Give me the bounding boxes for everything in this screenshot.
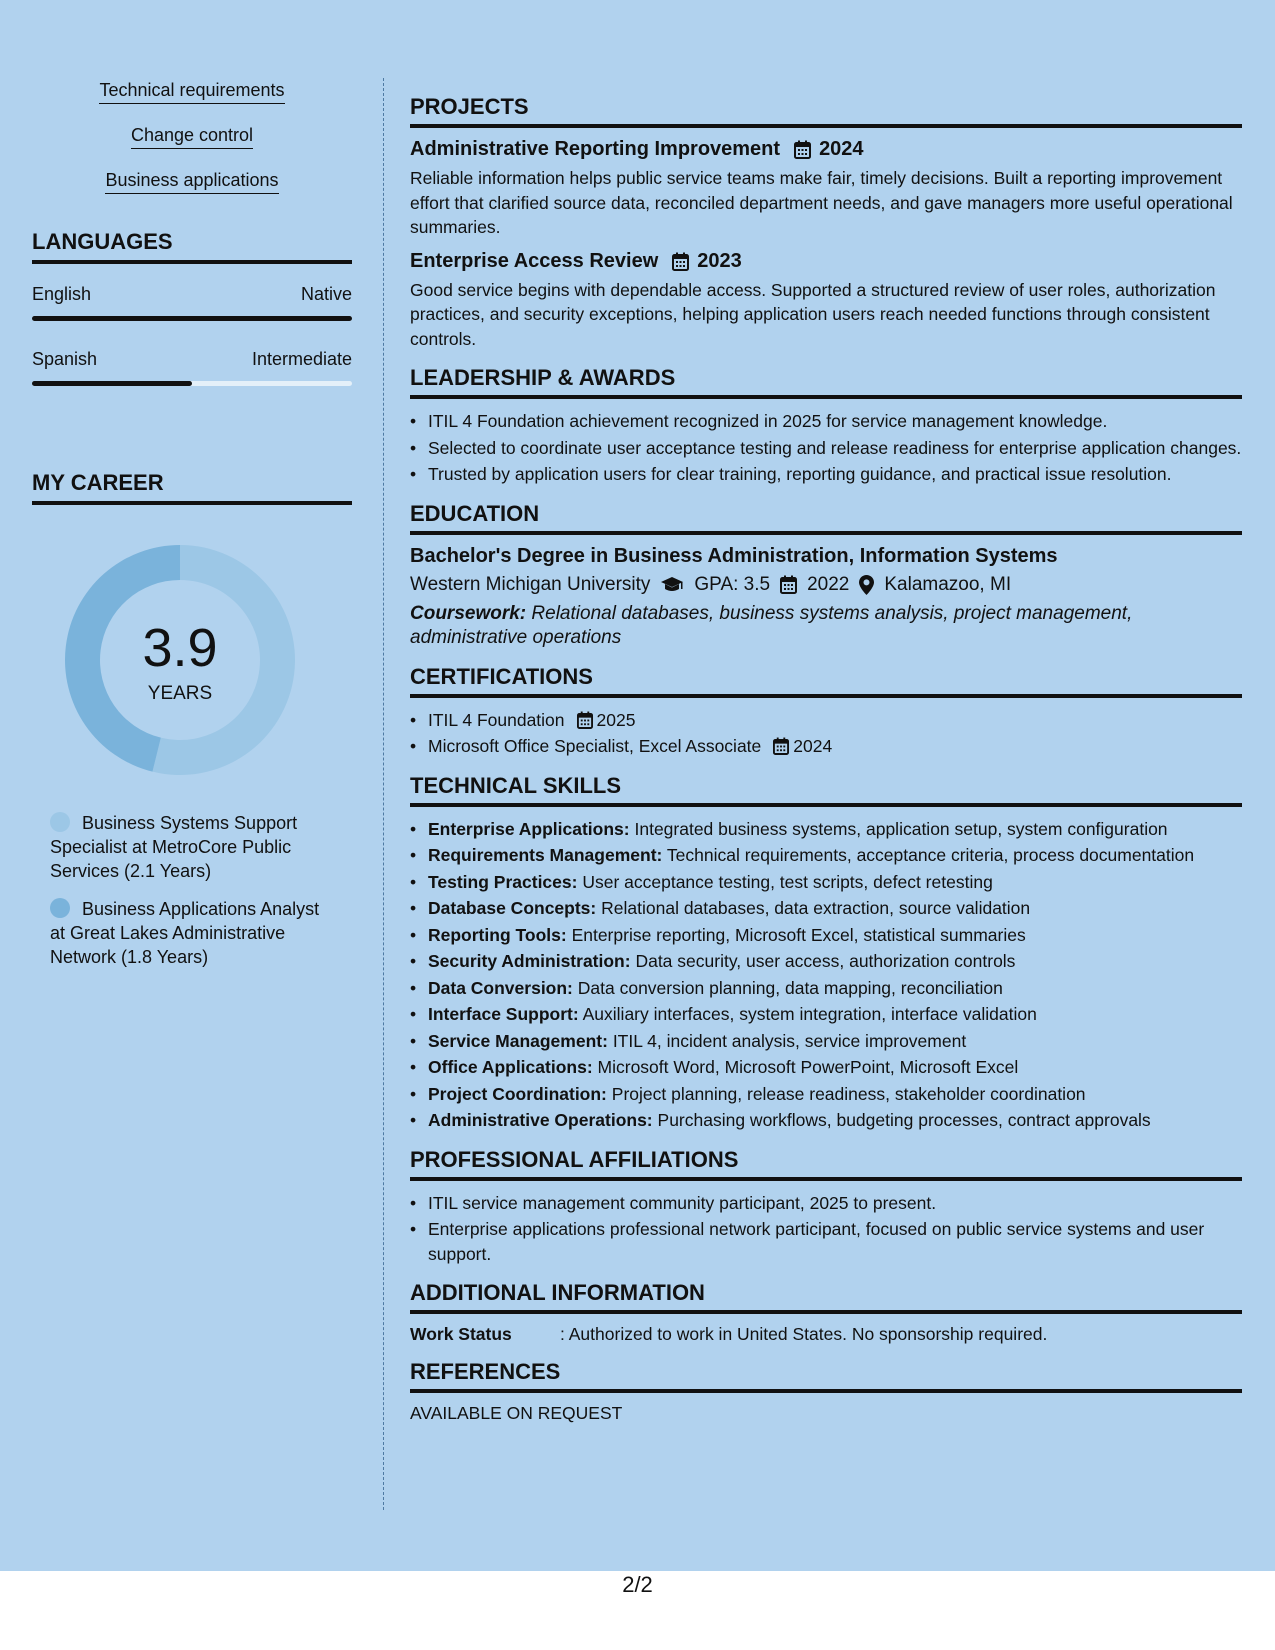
coursework: Coursework: Relational databases, business systems analysis, project management, administrative operations bbox=[410, 602, 1133, 648]
section-heading: PROJECTS bbox=[410, 94, 1242, 128]
calendar-icon bbox=[794, 140, 811, 159]
list-item: • Selected to coordinate user acceptance testing and release readiness for enterprise application changes. bbox=[410, 436, 1242, 461]
list-item: • Administrative Operations: Purchasing workflows, budgeting processes, contract approvals bbox=[410, 1108, 1242, 1133]
section-heading: LEADERSHIP & AWARDS bbox=[410, 365, 1242, 399]
certification-name: • Microsoft Office Specialist, Excel Associate bbox=[428, 736, 762, 756]
language-level: Intermediate bbox=[251, 349, 352, 369]
project-year: 2024 bbox=[819, 138, 864, 160]
page-number: 2/2 bbox=[622, 1572, 653, 1597]
list-item: • ITIL 4 Foundation achievement recognized in 2025 for service management knowledge. bbox=[410, 409, 1242, 434]
additional-info-section bbox=[410, 1280, 1242, 1345]
list-item: • Service Management: ITIL 4, incident analysis, service improvement bbox=[410, 1029, 1242, 1054]
list-item: • Requirements Management: Technical requirements, acceptance criteria, process documentation bbox=[410, 843, 1242, 868]
list-item: • ITIL service management community participant, 2025 to present. bbox=[410, 1191, 1242, 1216]
list-item: • Project Coordination: Project planning, release readiness, stakeholder coordination bbox=[410, 1082, 1242, 1107]
left-column bbox=[32, 80, 352, 983]
legend-dot bbox=[50, 898, 70, 918]
section-heading: ADDITIONAL INFORMATION bbox=[410, 1280, 1242, 1314]
leadership-section bbox=[410, 365, 1242, 487]
language-item bbox=[32, 284, 352, 321]
legend-dot bbox=[50, 812, 70, 832]
work-status-value: : Authorized to work in United States. No sponsorship required. bbox=[560, 1324, 1048, 1344]
references-section bbox=[410, 1359, 1242, 1424]
project-item bbox=[410, 250, 1242, 352]
list-item: • Database Concepts: Relational databases, data extraction, source validation bbox=[410, 896, 1242, 921]
career-role: Business Applications Analyst at Great Lakes Administrative Network (1.8 Years) bbox=[50, 899, 320, 967]
list-item: • Office Applications: Microsoft Word, Microsoft PowerPoint, Microsoft Excel bbox=[410, 1055, 1242, 1080]
list-item: • Reporting Tools: Enterprise reporting, Microsoft Excel, statistical summaries bbox=[410, 923, 1242, 948]
list-item bbox=[410, 708, 1242, 733]
certifications-section bbox=[410, 664, 1242, 759]
list-item bbox=[410, 734, 1242, 759]
project-title: Enterprise Access Review bbox=[410, 249, 659, 272]
language-name: English bbox=[32, 284, 92, 304]
list-item: • Enterprise Applications: Integrated business systems, application setup, system configuration bbox=[410, 817, 1242, 842]
skill-link[interactable]: Business applications bbox=[32, 170, 352, 195]
calendar-icon bbox=[672, 252, 689, 271]
project-item bbox=[410, 138, 1242, 240]
career-donut bbox=[65, 545, 295, 775]
list-item: • Enterprise applications professional network participant, focused on public service systems and user support. bbox=[410, 1217, 1242, 1266]
certification-year: 2025 bbox=[596, 709, 636, 730]
list-item: • Testing Practices: User acceptance testing, test scripts, defect retesting bbox=[410, 870, 1242, 895]
section-heading: PROFESSIONAL AFFILIATIONS bbox=[410, 1147, 1242, 1181]
school-name: Western Michigan University bbox=[410, 573, 651, 595]
career-legend bbox=[50, 811, 320, 969]
section-heading: TECHNICAL SKILLS bbox=[410, 773, 1242, 807]
column-divider bbox=[383, 78, 384, 1510]
list-item: • Security Administration: Data security, user access, authorization controls bbox=[410, 949, 1242, 974]
education-section bbox=[410, 501, 1242, 650]
languages-heading: LANGUAGES bbox=[32, 229, 352, 264]
career-role: Business Systems Support Specialist at MetroCore Public Services (2.1 Years) bbox=[50, 813, 298, 881]
career-unit: YEARS bbox=[147, 683, 213, 704]
skill-link[interactable]: Change control bbox=[32, 125, 352, 150]
project-description: Reliable information helps public service teams make fair, timely decisions. Built a reporting improvement effort that clarified source data, reconciled department needs, and gave managers more useful operational summaries. bbox=[410, 168, 1233, 237]
language-bar bbox=[32, 316, 352, 321]
project-title: Administrative Reporting Improvement bbox=[410, 138, 781, 160]
graduation-year: 2022 bbox=[807, 573, 850, 595]
gpa: GPA: 3.5 bbox=[694, 573, 771, 595]
school-location: Kalamazoo, MI bbox=[884, 573, 1012, 595]
project-year: 2023 bbox=[697, 249, 742, 272]
project-description: Good service begins with dependable access. Supported a structured review of user roles, authorization practices, and security exceptions, helping application users reach needed functions through consistent controls. bbox=[410, 279, 1216, 349]
language-bar-fill bbox=[32, 316, 352, 321]
location-pin-icon bbox=[859, 575, 874, 595]
graduation-cap-icon bbox=[660, 576, 684, 594]
references-text: AVAILABLE ON REQUEST bbox=[410, 1403, 623, 1423]
projects-section bbox=[410, 94, 1242, 351]
calendar-icon bbox=[773, 737, 789, 755]
career-total: 3.9 bbox=[142, 618, 218, 678]
list-item: • Data Conversion: Data conversion planning, data mapping, reconciliation bbox=[410, 976, 1242, 1001]
affiliations-section bbox=[410, 1147, 1242, 1267]
language-bar-fill bbox=[32, 381, 192, 386]
certification-year: 2024 bbox=[793, 736, 833, 756]
degree-title: Bachelor's Degree in Business Administration, Information Systems bbox=[410, 544, 1058, 567]
certification-name: • ITIL 4 Foundation bbox=[428, 709, 565, 730]
calendar-icon bbox=[577, 711, 593, 729]
language-level: Native bbox=[300, 284, 352, 304]
language-name: Spanish bbox=[32, 349, 98, 369]
language-item bbox=[32, 349, 352, 386]
right-column bbox=[410, 94, 1242, 1438]
skill-link[interactable]: Technical requirements bbox=[32, 80, 352, 105]
calendar-icon bbox=[780, 575, 797, 594]
language-bar bbox=[32, 381, 352, 386]
list-item: • Trusted by application users for clear training, reporting guidance, and practical issue resolution. bbox=[410, 462, 1242, 487]
section-heading: REFERENCES bbox=[410, 1359, 1242, 1393]
technical-skills-section bbox=[410, 773, 1242, 1133]
career-heading: MY CAREER bbox=[32, 470, 352, 505]
work-status-label: Work Status bbox=[410, 1324, 512, 1344]
section-heading: EDUCATION bbox=[410, 501, 1242, 535]
section-heading: CERTIFICATIONS bbox=[410, 664, 1242, 698]
list-item: • Interface Support: Auxiliary interfaces, system integration, interface validation bbox=[410, 1002, 1242, 1027]
